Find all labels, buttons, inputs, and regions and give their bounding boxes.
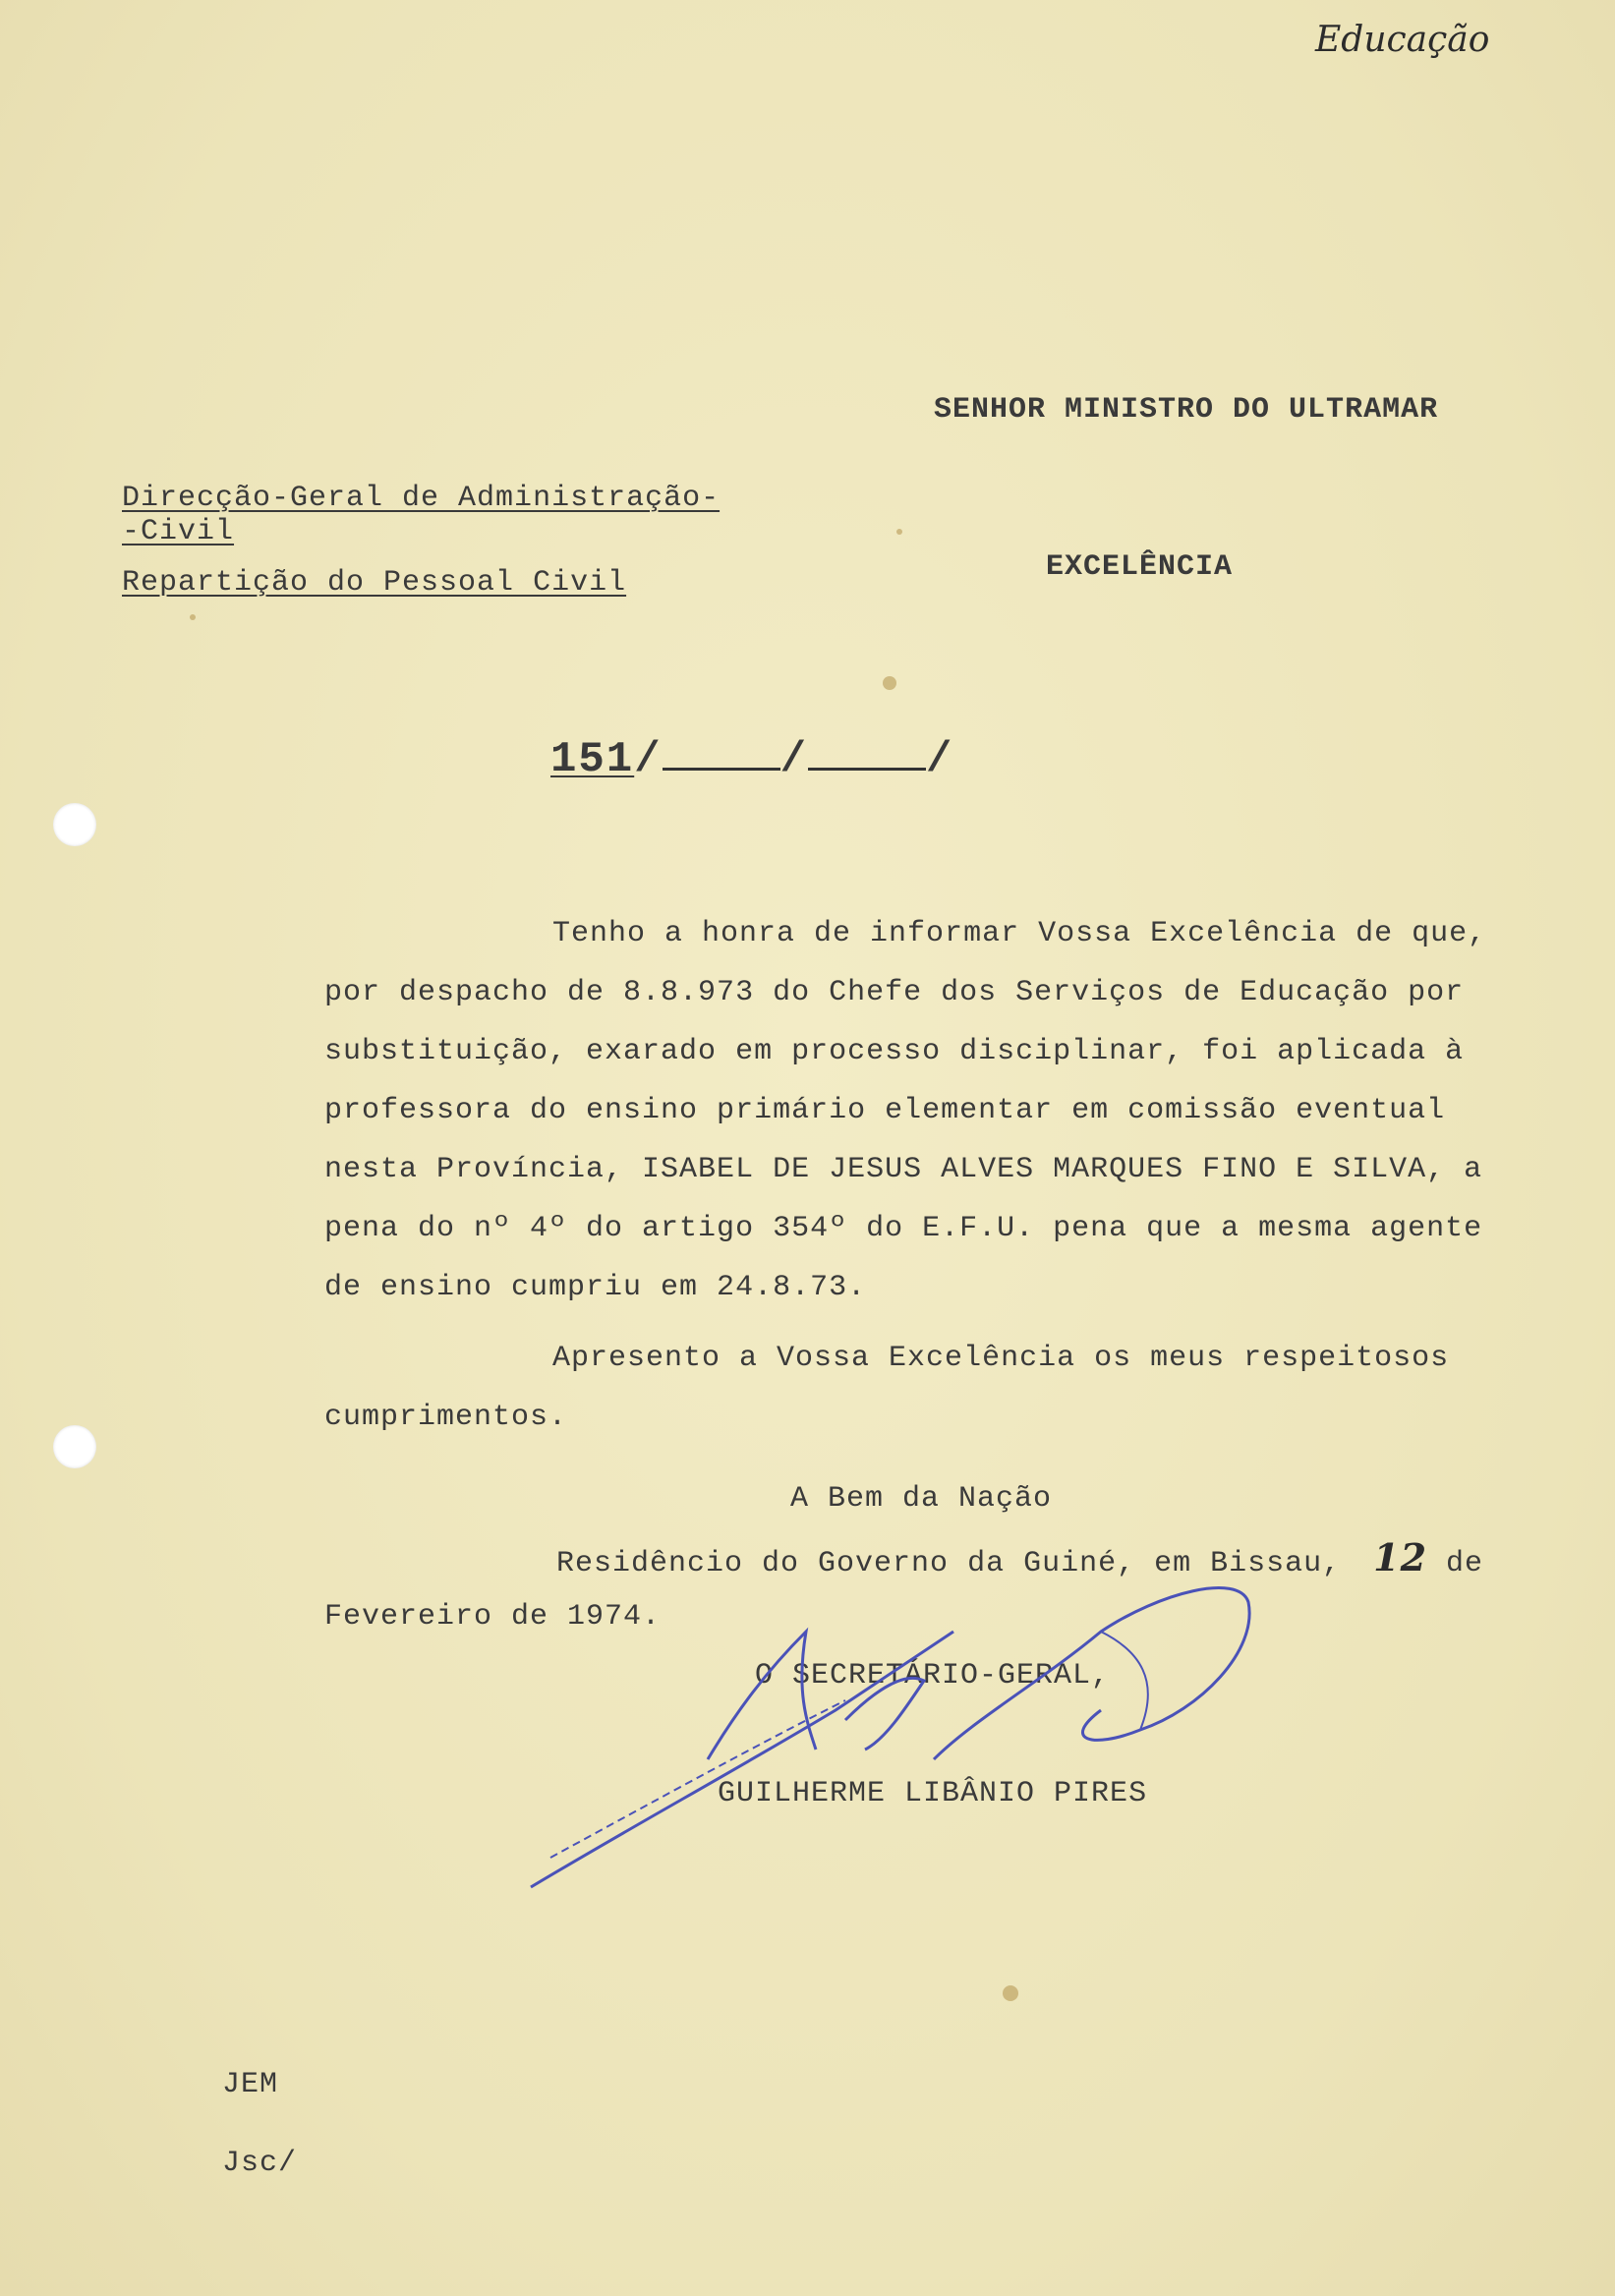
- punch-hole-bottom: [53, 1425, 96, 1468]
- body-line: substituição, exarado em processo disciplinar, foi aplicada à: [324, 1035, 1465, 1068]
- signature-stroke: [1101, 1632, 1148, 1730]
- handwritten-note: Educação: [1315, 20, 1490, 60]
- signature-stroke: [934, 1588, 1249, 1759]
- place-date-text: Residêncio do Governo da Guiné, em Bissau,: [556, 1547, 1342, 1580]
- signatory-title: O SECRETÁRIO-GERAL,: [755, 1659, 1111, 1693]
- paper-stain: [1003, 1985, 1018, 2001]
- reference-separator: /: [926, 735, 954, 784]
- paper-stain: [896, 529, 902, 535]
- body-line: professora do ensino primário elementar em comissão eventual: [324, 1094, 1446, 1127]
- closing-motto: A Bem da Nação: [790, 1482, 1053, 1516]
- salutation: EXCELÊNCIA: [1046, 550, 1234, 584]
- closing-date-line-2: Fevereiro de 1974.: [324, 1600, 662, 1634]
- place-date-de: de: [1446, 1547, 1484, 1580]
- body-paragraph-2: [324, 1329, 1449, 1447]
- reference-separator: /: [779, 735, 809, 784]
- reference-number: [550, 735, 953, 784]
- signature: [511, 1573, 1298, 1907]
- body-line: de ensino cumpriu em 24.8.73.: [324, 1271, 867, 1304]
- reference-separator: /: [634, 735, 663, 784]
- signature-stroke: [531, 1632, 953, 1887]
- reference-blank: [663, 738, 780, 771]
- body-paragraph-1: [324, 904, 1486, 1317]
- initials-line-1: JEM: [222, 2068, 279, 2101]
- signature-stroke: [708, 1632, 816, 1759]
- signature-stroke: [550, 1700, 845, 1858]
- handwritten-day: 12: [1373, 1535, 1428, 1579]
- body-line: pena do nº 4º do artigo 354º do E.F.U. pena que a mesma agente: [324, 1212, 1483, 1245]
- signature-stroke: [845, 1678, 924, 1750]
- sender-line-1: Direcção-Geral de Administração-: [122, 482, 721, 515]
- body-line: por despacho de 8.8.973 do Chefe dos Serviços de Educação por: [324, 976, 1465, 1009]
- punch-hole-top: [53, 803, 96, 846]
- body-line: Tenho a honra de informar Vossa Excelência de que,: [552, 917, 1487, 950]
- signatory-name: GUILHERME LIBÂNIO PIRES: [718, 1777, 1148, 1810]
- addressee: SENHOR MINISTRO DO ULTRAMAR: [934, 393, 1439, 427]
- sender-line-3: Repartição do Pessoal Civil: [122, 566, 627, 600]
- reference-blank: [808, 738, 926, 771]
- paper-stain: [190, 614, 196, 620]
- body-line: nesta Província, ISABEL DE JESUS ALVES MARQUES FINO E SILVA, a: [324, 1153, 1483, 1186]
- paper-stain: [883, 676, 896, 690]
- body-line: cumprimentos.: [324, 1401, 568, 1434]
- initials-line-2: Jsc/: [222, 2147, 298, 2180]
- reference-number-value: 151: [550, 735, 635, 784]
- body-line: Apresento a Vossa Excelência os meus respeitosos: [552, 1342, 1450, 1375]
- sender-line-2: -Civil: [122, 515, 235, 548]
